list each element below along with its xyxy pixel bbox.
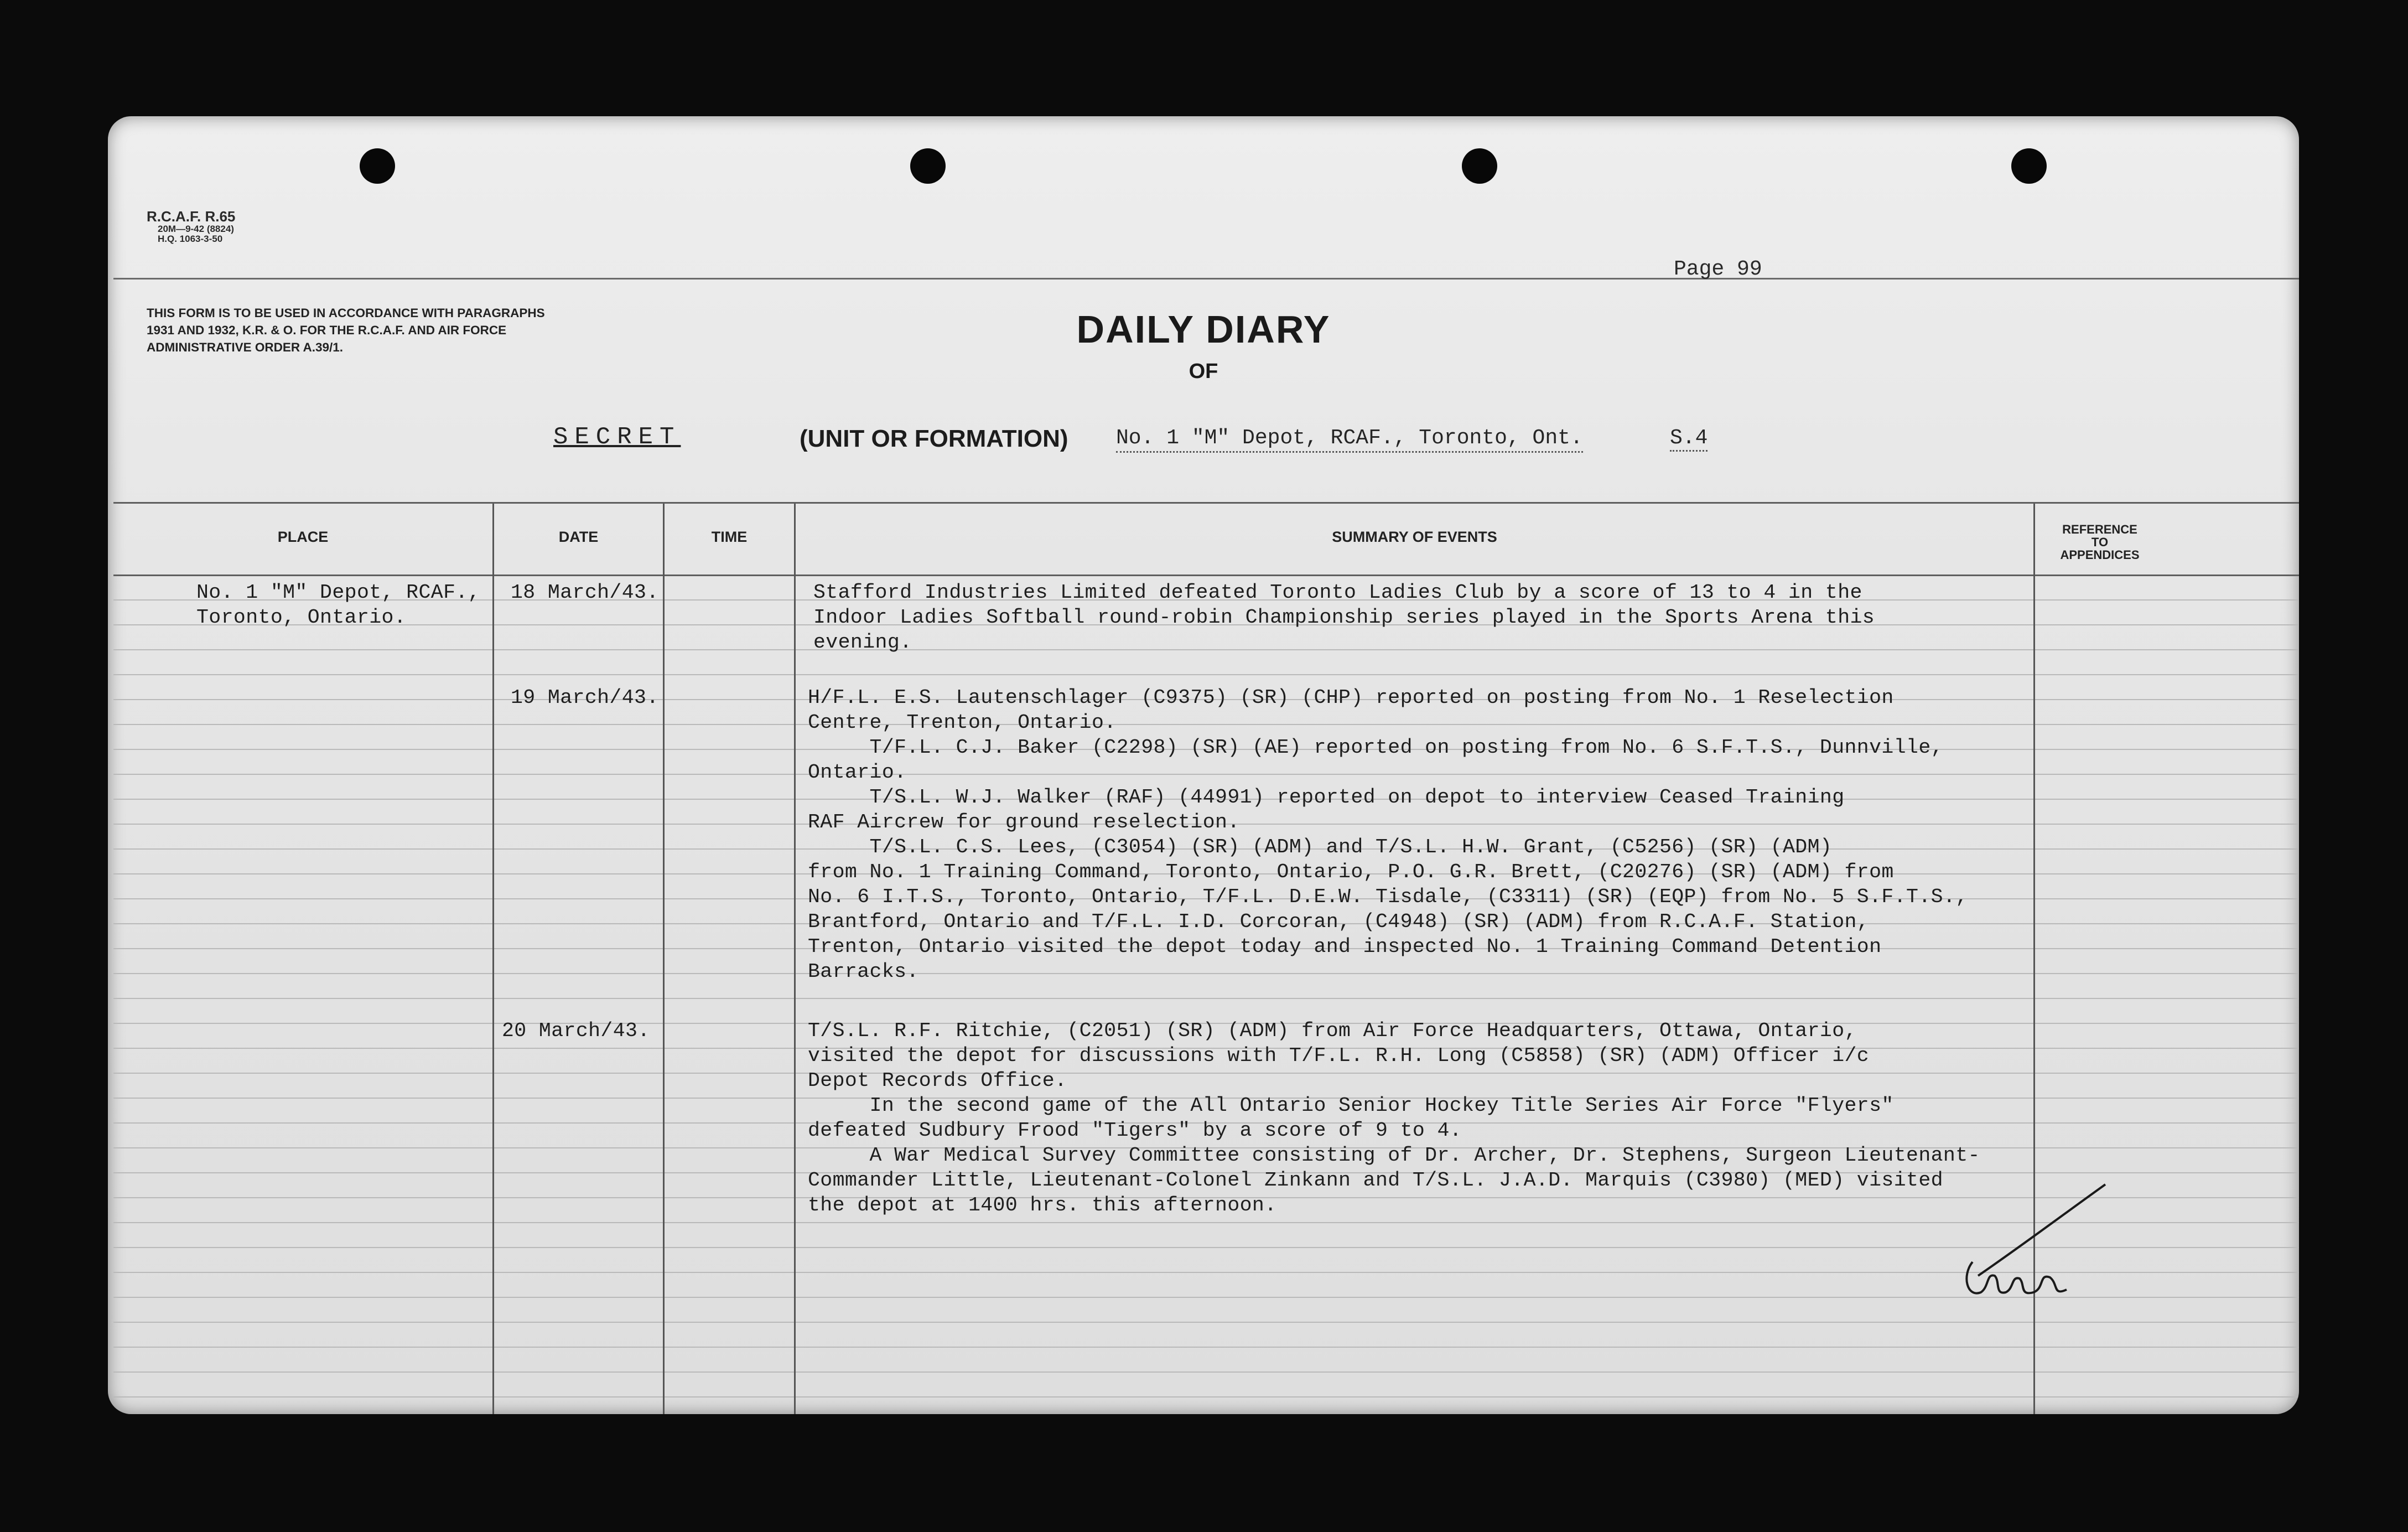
table-top-line <box>113 502 2299 504</box>
ruled-line <box>113 774 2299 775</box>
column-divider-place <box>492 504 494 1414</box>
page-title: DAILY DIARY <box>1076 308 1331 351</box>
unit-label: (UNIT OR FORMATION) <box>800 425 1068 452</box>
form-code-sub-1: 20M—9-42 (8824) <box>158 224 234 235</box>
date-entry-3: 20 March/43. <box>502 1019 650 1042</box>
punch-hole-4 <box>2011 148 2047 184</box>
date-entry-2: 19 March/43. <box>511 686 659 709</box>
column-divider-date <box>663 504 665 1414</box>
ruled-line <box>113 998 2299 999</box>
ruled-line <box>113 724 2299 725</box>
header-bottom-line <box>113 574 2299 576</box>
date-entry-1: 18 March/43. <box>511 581 659 604</box>
form-usage-note: THIS FORM IS TO BE USED IN ACCORDANCE WITH PARAGRAPHS 1931 AND 1932, K.R. & O. FOR THE R.C.A.F. AND AIR FORCE ADMINISTRATIVE ORDER A.39/1. <box>147 306 545 354</box>
ruled-line <box>113 1073 2299 1074</box>
summary-line: T/S.L. C.S. Lees, (C3054) (SR) (ADM) and T/S.L. H.W. Grant, (C5256) (SR) (ADM) <box>808 836 1833 858</box>
page-number: Page 99 <box>1674 257 1762 281</box>
diary-sheet <box>108 116 2299 1414</box>
ruled-line <box>113 649 2299 650</box>
header-top-line <box>113 278 2299 280</box>
summary-line: defeated Sudbury Frood "Tigers" by a score of 9 to 4. <box>808 1119 1462 1142</box>
ruled-line <box>113 1322 2299 1323</box>
column-divider-time <box>794 504 796 1414</box>
form-code <box>147 209 235 244</box>
summary-line: T/F.L. C.J. Baker (C2298) (SR) (AE) reported on posting from No. 6 S.F.T.S., Dunnville, <box>808 736 1943 759</box>
punch-hole-3 <box>1462 148 1497 184</box>
summary-line: No. 6 I.T.S., Toronto, Ontario, T/F.L. D.E.W. Tisdale, (C3311) (SR) (EQP) from No. 5 S.F.T.S., <box>808 886 1968 908</box>
summary-line: Barracks. <box>808 960 919 983</box>
punch-hole-1 <box>360 148 395 184</box>
column-header-time: TIME <box>711 529 748 545</box>
ruled-line <box>113 1396 2299 1398</box>
summary-line: the depot at 1400 hrs. this afternoon. <box>808 1194 1277 1217</box>
summary-line: Trenton, Ontario visited the depot today and inspected No. 1 Training Command Detention <box>808 935 1882 958</box>
unit-code: S.4 <box>1670 426 1708 452</box>
ruled-line <box>113 674 2299 675</box>
summary-line: Commander Little, Lieutenant-Colonel Zinkann and T/S.L. J.A.D. Marquis (C3980) (MED) visited <box>808 1169 1943 1192</box>
place-line-1: No. 1 "M" Depot, RCAF., <box>196 581 480 604</box>
ruled-line <box>113 973 2299 974</box>
unit-value: No. 1 "M" Depot, RCAF., Toronto, Ont. <box>1116 426 1583 453</box>
ruled-line <box>113 1371 2299 1373</box>
column-header-reference: REFERENCE TO APPENDICES <box>2060 522 2140 562</box>
summary-line: T/S.L. W.J. Walker (RAF) (44991) reported on depot to interview Ceased Training <box>808 786 1845 809</box>
ruled-line <box>113 1347 2299 1348</box>
summary-line: from No. 1 Training Command, Toronto, Ontario, P.O. G.R. Brett, (C20276) (SR) (ADM) from <box>808 861 1894 883</box>
summary-line: evening. <box>813 631 912 654</box>
summary-line: Stafford Industries Limited defeated Toronto Ladies Club by a score of 13 to 4 in the <box>813 581 1862 604</box>
form-code-main: R.C.A.F. R.65 <box>147 208 236 225</box>
title-of: OF <box>1189 360 1218 383</box>
summary-line: RAF Aircrew for ground reselection. <box>808 811 1240 834</box>
classification-stamp: SECRET <box>553 423 681 451</box>
summary-line: Depot Records Office. <box>808 1069 1067 1092</box>
summary-line: T/S.L. R.F. Ritchie, (C2051) (SR) (ADM) from Air Force Headquarters, Ottawa, Ontario, <box>808 1019 1857 1042</box>
summary-line: Brantford, Ontario and T/F.L. I.D. Corcoran, (C4948) (SR) (ADM) from R.C.A.F. Station, <box>808 910 1870 933</box>
summary-line: In the second game of the All Ontario Senior Hockey Title Series Air Force "Flyers" <box>808 1094 1894 1117</box>
summary-line: A War Medical Survey Committee consisting of Dr. Archer, Dr. Stephens, Surgeon Lieutenant- <box>808 1144 1980 1167</box>
handwritten-signature <box>1956 1179 2111 1306</box>
summary-line: Indoor Ladies Softball round-robin Championship series played in the Sports Arena this <box>813 606 1875 629</box>
column-header-place: PLACE <box>277 529 329 545</box>
column-header-date: DATE <box>558 529 599 545</box>
place-line-2: Toronto, Ontario. <box>196 606 407 629</box>
summary-line: Ontario. <box>808 761 907 784</box>
column-header-summary: SUMMARY OF EVENTS <box>1332 529 1497 545</box>
summary-line: visited the depot for discussions with T/F.L. R.H. Long (C5858) (SR) (ADM) Officer i/c <box>808 1044 1870 1067</box>
punch-hole-2 <box>910 148 946 184</box>
form-code-sub-2: H.Q. 1063-3-50 <box>158 234 223 245</box>
summary-line: Centre, Trenton, Ontario. <box>808 711 1117 734</box>
summary-line: H/F.L. E.S. Lautenschlager (C9375) (SR) (CHP) reported on posting from No. 1 Reselection <box>808 686 1894 709</box>
